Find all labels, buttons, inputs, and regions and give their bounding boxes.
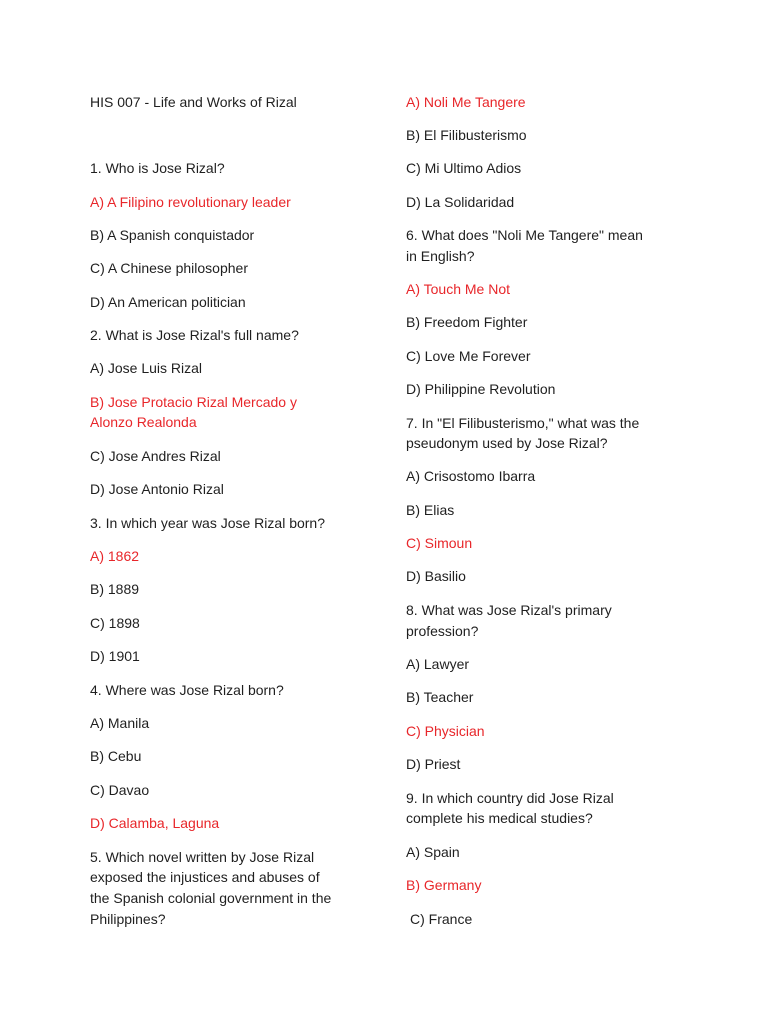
question-6: 6. What does "Noli Me Tangere" mean	[406, 227, 643, 243]
question-3: 3. In which year was Jose Rizal born?	[90, 515, 325, 531]
q6-option-b: B) Freedom Fighter	[406, 314, 528, 330]
q5-option-a-correct: A) Noli Me Tangere	[406, 94, 526, 110]
q5-option-c: C) Mi Ultimo Adios	[406, 160, 522, 176]
q7-option-a: A) Crisostomo Ibarra	[406, 468, 536, 484]
q2-option-d: D) Jose Antonio Rizal	[90, 481, 224, 497]
q2-option-a: A) Jose Luis Rizal	[90, 360, 203, 376]
q7-option-b: B) Elias	[406, 502, 455, 518]
question-5-cont-2: the Spanish colonial government in the	[90, 890, 332, 906]
document-title: HIS 007 - Life and Works of Rizal	[90, 94, 297, 110]
question-1: 1. Who is Jose Rizal?	[90, 160, 225, 176]
question-7-cont: pseudonym used by Jose Rizal?	[406, 435, 608, 451]
q8-option-b: B) Teacher	[406, 689, 474, 705]
q3-option-d: D) 1901	[90, 648, 140, 664]
question-2: 2. What is Jose Rizal's full name?	[90, 327, 299, 343]
question-9: 9. In which country did Jose Rizal	[406, 790, 614, 806]
question-8-cont: profession?	[406, 623, 479, 639]
question-5: 5. Which novel written by Jose Rizal	[90, 849, 315, 865]
q8-option-d: D) Priest	[406, 756, 461, 772]
question-9-cont: complete his medical studies?	[406, 810, 593, 826]
q7-option-d: D) Basilio	[406, 568, 466, 584]
q1-option-d: D) An American politician	[90, 294, 246, 310]
q9-option-c: C) France	[410, 911, 473, 927]
q6-option-a-correct: A) Touch Me Not	[406, 281, 511, 297]
q6-option-c: C) Love Me Forever	[406, 348, 531, 364]
q9-option-b-correct: B) Germany	[406, 877, 482, 893]
q2-option-b-correct: B) Jose Protacio Rizal Mercado y	[90, 394, 297, 410]
q1-option-a-correct: A) A Filipino revolutionary leader	[90, 194, 291, 210]
q4-option-d-correct: D) Calamba, Laguna	[90, 815, 220, 831]
q8-option-c-correct: C) Physician	[406, 723, 485, 739]
question-8: 8. What was Jose Rizal's primary	[406, 602, 612, 618]
question-4: 4. Where was Jose Rizal born?	[90, 682, 284, 698]
q4-option-b: B) Cebu	[90, 748, 142, 764]
q7-option-c-correct: C) Simoun	[406, 535, 473, 551]
question-7: 7. In "El Filibusterismo," what was the	[406, 415, 640, 431]
q3-option-a-correct: A) 1862	[90, 548, 140, 564]
q2-option-b-correct-cont: Alonzo Realonda	[90, 414, 197, 430]
q8-option-a: A) Lawyer	[406, 656, 470, 672]
q5-option-d: D) La Solidaridad	[406, 194, 515, 210]
q1-option-b: B) A Spanish conquistador	[90, 227, 255, 243]
q4-option-c: C) Davao	[90, 782, 150, 798]
q1-option-c: C) A Chinese philosopher	[90, 260, 248, 276]
q5-option-b: B) El Filibusterismo	[406, 127, 527, 143]
q3-option-c: C) 1898	[90, 615, 140, 631]
q4-option-a: A) Manila	[90, 715, 150, 731]
question-5-cont-3: Philippines?	[90, 911, 166, 927]
q3-option-b: B) 1889	[90, 581, 140, 597]
q2-option-c: C) Jose Andres Rizal	[90, 448, 221, 464]
q9-option-a: A) Spain	[406, 844, 460, 860]
question-5-cont-1: exposed the injustices and abuses of	[90, 869, 320, 885]
question-6-cont: in English?	[406, 248, 475, 264]
q6-option-d: D) Philippine Revolution	[406, 381, 556, 397]
